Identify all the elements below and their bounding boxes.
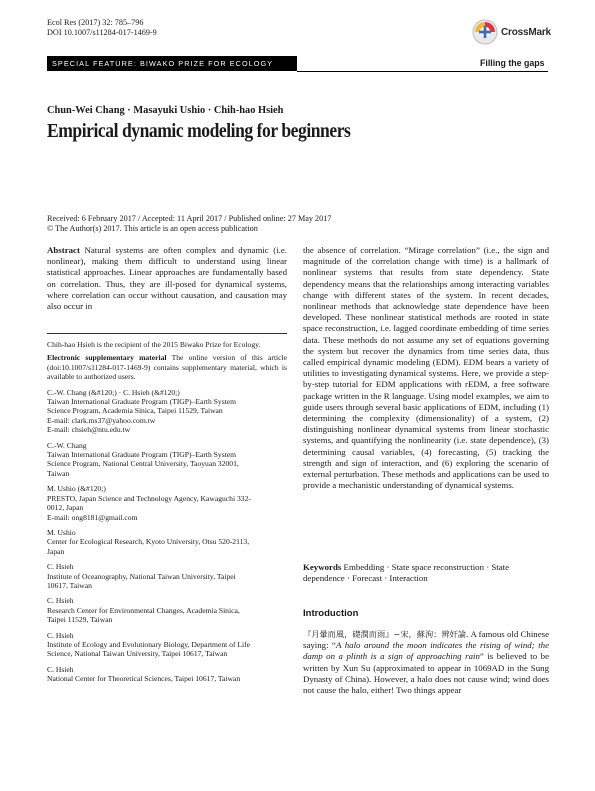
affiliation-block: [47, 596, 287, 624]
abstract-label: Abstract: [47, 245, 80, 255]
affiliation-line: National Center for Theoretical Sciences, Taipei 10617, Taiwan: [47, 674, 241, 684]
intro-lead: . A famous old Chinese saying: “: [303, 629, 549, 651]
affiliation-line: Science, National Taiwan University, Taipei 10617, Taiwan: [47, 649, 228, 659]
section-label: Filling the gaps: [480, 58, 545, 68]
abstract-text: Natural systems are often complex and dynamic (i.e. nonlinear), making them difficult to understand using linear statistical approaches. Linear approaches are fundamentally based on correlation. Thus, they are ill-posed for dynamical systems, where correlation can occur without causation, and causation may also occur in: [47, 245, 287, 312]
introduction-text: [303, 629, 549, 696]
email-link[interactable]: E-mail: clark.ms37@yahoo.com.tw: [47, 415, 156, 425]
keywords-label: Keywords: [303, 562, 342, 572]
affiliation-block: [47, 665, 287, 684]
crossmark-label: CrossMark: [501, 26, 551, 38]
affiliation-line: C.-W. Chang: [47, 440, 87, 450]
keywords-text: Embedding · State space reconstruction · State dependence · Forecast · Interaction: [303, 562, 510, 584]
affiliation-line: Taipei 11529, Taiwan: [47, 615, 113, 625]
footnotes: [47, 340, 287, 684]
affiliation-line: M. Ushio: [47, 527, 76, 537]
section-heading-introduction: Introduction: [303, 608, 359, 619]
affiliation-block: [47, 528, 287, 556]
affiliation-line: C. Hsieh: [47, 596, 74, 606]
affiliation-line: Institute of Oceanography, National Taiwan University, Taipei: [47, 571, 236, 581]
affiliation-line: C. Hsieh: [47, 630, 74, 640]
affiliation-line: Taiwan: [47, 468, 70, 478]
affiliation-block: [47, 562, 287, 590]
intro-rest: ” is believed to be written by Xun Su (approximated to appear in 1069AD in the Sung Dynasty of China). However, a halo does not cause wind; wind does not cause the halo, either! Two things appear: [303, 651, 549, 696]
esm-label: Electronic supplementary material: [47, 353, 167, 363]
affiliation-block: [47, 441, 287, 479]
abstract: [47, 245, 287, 312]
author-list: Chun-Wei Chang · Masayuki Ushio · Chih-hao Hsieh: [47, 105, 284, 116]
affiliation-line: Research Center for Environmental Changes, Academia Sinica,: [47, 605, 240, 615]
affiliation-block: [47, 388, 287, 435]
affiliation-line: C. Hsieh: [47, 664, 74, 674]
affiliation-line: C.-W. Chang (&#120;) · C. Hsieh (&#120;): [47, 387, 180, 397]
affiliation-line: 10617, Taiwan: [47, 580, 92, 590]
affiliation-line: M. Ushio (&#120;): [47, 484, 106, 494]
abstract-continued: the absence of correlation. “Mirage correlation” (i.e., the sign and magnitude of the correlation change with time) is a hallmark of nonlinear systems that results from state dependency. State dependency means that the relationships among interacting variables change with different states of the system. In recent decades, nonlinear methods that acknowledge state dependence have been developed. These nonlinear statistical methods are rooted in state space reconstruction, i.e. lagged coordinate embedding of time series data. These methods do not assume any set of equations governing the system but recover the dynamics from time series data, thus called empirical dynamic modeling (EDM). EDM bears a variety of utilities to investigating dynamical systems. Here, we provide a step-by-step tutorial for EDM applications with rEDM, a free software package written in the R language. Using model examples, we aim to guide users through several basic applications of EDM, including (1) determining the complexity (dimensionality) of a system, (2) distinguishing nonlinear dynamical systems from linear stochastic systems, and quantifying the nonlinearity (i.e. state dependence), (3) determining causal variables, (4) forecasting, (5) tracking the strength and sign of interaction, and (6) exploring the scenario of external perturbation. These methods and applications can be used to provide a mechanistic understanding of dynamical systems.: [303, 245, 549, 491]
intro-italic-quote: A halo around the moon indicates the rising of wind; the damp on a plinth is a sign of approaching rain: [303, 640, 549, 662]
affiliation-line: Science Program, National Central University, Taoyuan 32001,: [47, 459, 239, 469]
affiliation-line: 0012, Japan: [47, 503, 84, 513]
header-rule: [297, 71, 548, 72]
chinese-quote: 『月暈而風，礎潤而雨』~宋，蘇洵：辨奸論: [303, 629, 467, 639]
email-link[interactable]: E-mail: chsieh@ntu.edu.tw: [47, 425, 131, 435]
keywords: [303, 562, 549, 584]
crossmark-badge[interactable]: [472, 19, 551, 45]
affiliation-line: Center for Ecological Research, Kyoto University, Otsu 520-2113,: [47, 537, 250, 547]
affiliation-line: Institute of Ecology and Evolutionary Biology, Department of Life: [47, 639, 251, 649]
special-feature-banner: SPECIAL FEATURE: BIWAKO PRIZE FOR ECOLOGY: [47, 56, 297, 71]
esm-note: [47, 353, 287, 381]
license-line: © The Author(s) 2017. This article is an open access publication: [47, 224, 258, 233]
journal-meta: [47, 18, 157, 38]
article-dates: [47, 214, 331, 234]
article-title: Empirical dynamic modeling for beginners: [47, 121, 351, 142]
doi[interactable]: DOI 10.1007/s11284-017-1469-9: [47, 28, 157, 37]
footnote-separator: [47, 333, 287, 334]
esm-text[interactable]: The online version of this article (doi:10.1007/s11284-017-1469-9) contains supplementary material, which is available to authorized users.: [47, 353, 288, 382]
affiliation-line: PRESTO, Japan Science and Technology Agency, Kawaguchi 332-: [47, 493, 251, 503]
affiliation-line: C. Hsieh: [47, 562, 74, 572]
affiliation-line: Taiwan International Graduate Program (TIGP)–Earth System: [47, 397, 237, 407]
affiliation-block: [47, 631, 287, 659]
crossmark-icon: [472, 19, 498, 45]
prize-note: Chih-hao Hsieh is the recipient of the 2015 Biwako Prize for Ecology.: [47, 340, 261, 349]
journal-citation: Ecol Res (2017) 32: 785–796: [47, 18, 144, 27]
publication-history: Received: 6 February 2017 / Accepted: 11 April 2017 / Published online: 27 May 2017: [47, 214, 332, 223]
affiliation-line: Taiwan International Graduate Program (TIGP)–Earth System: [47, 450, 237, 460]
affiliation-block: [47, 484, 287, 522]
email-link[interactable]: E-mail: ong8181@gmail.com: [47, 512, 138, 522]
affiliation-line: Japan: [47, 546, 65, 556]
affiliation-line: Science Program, Academia Sinica, Taipei 11529, Taiwan: [47, 406, 223, 416]
